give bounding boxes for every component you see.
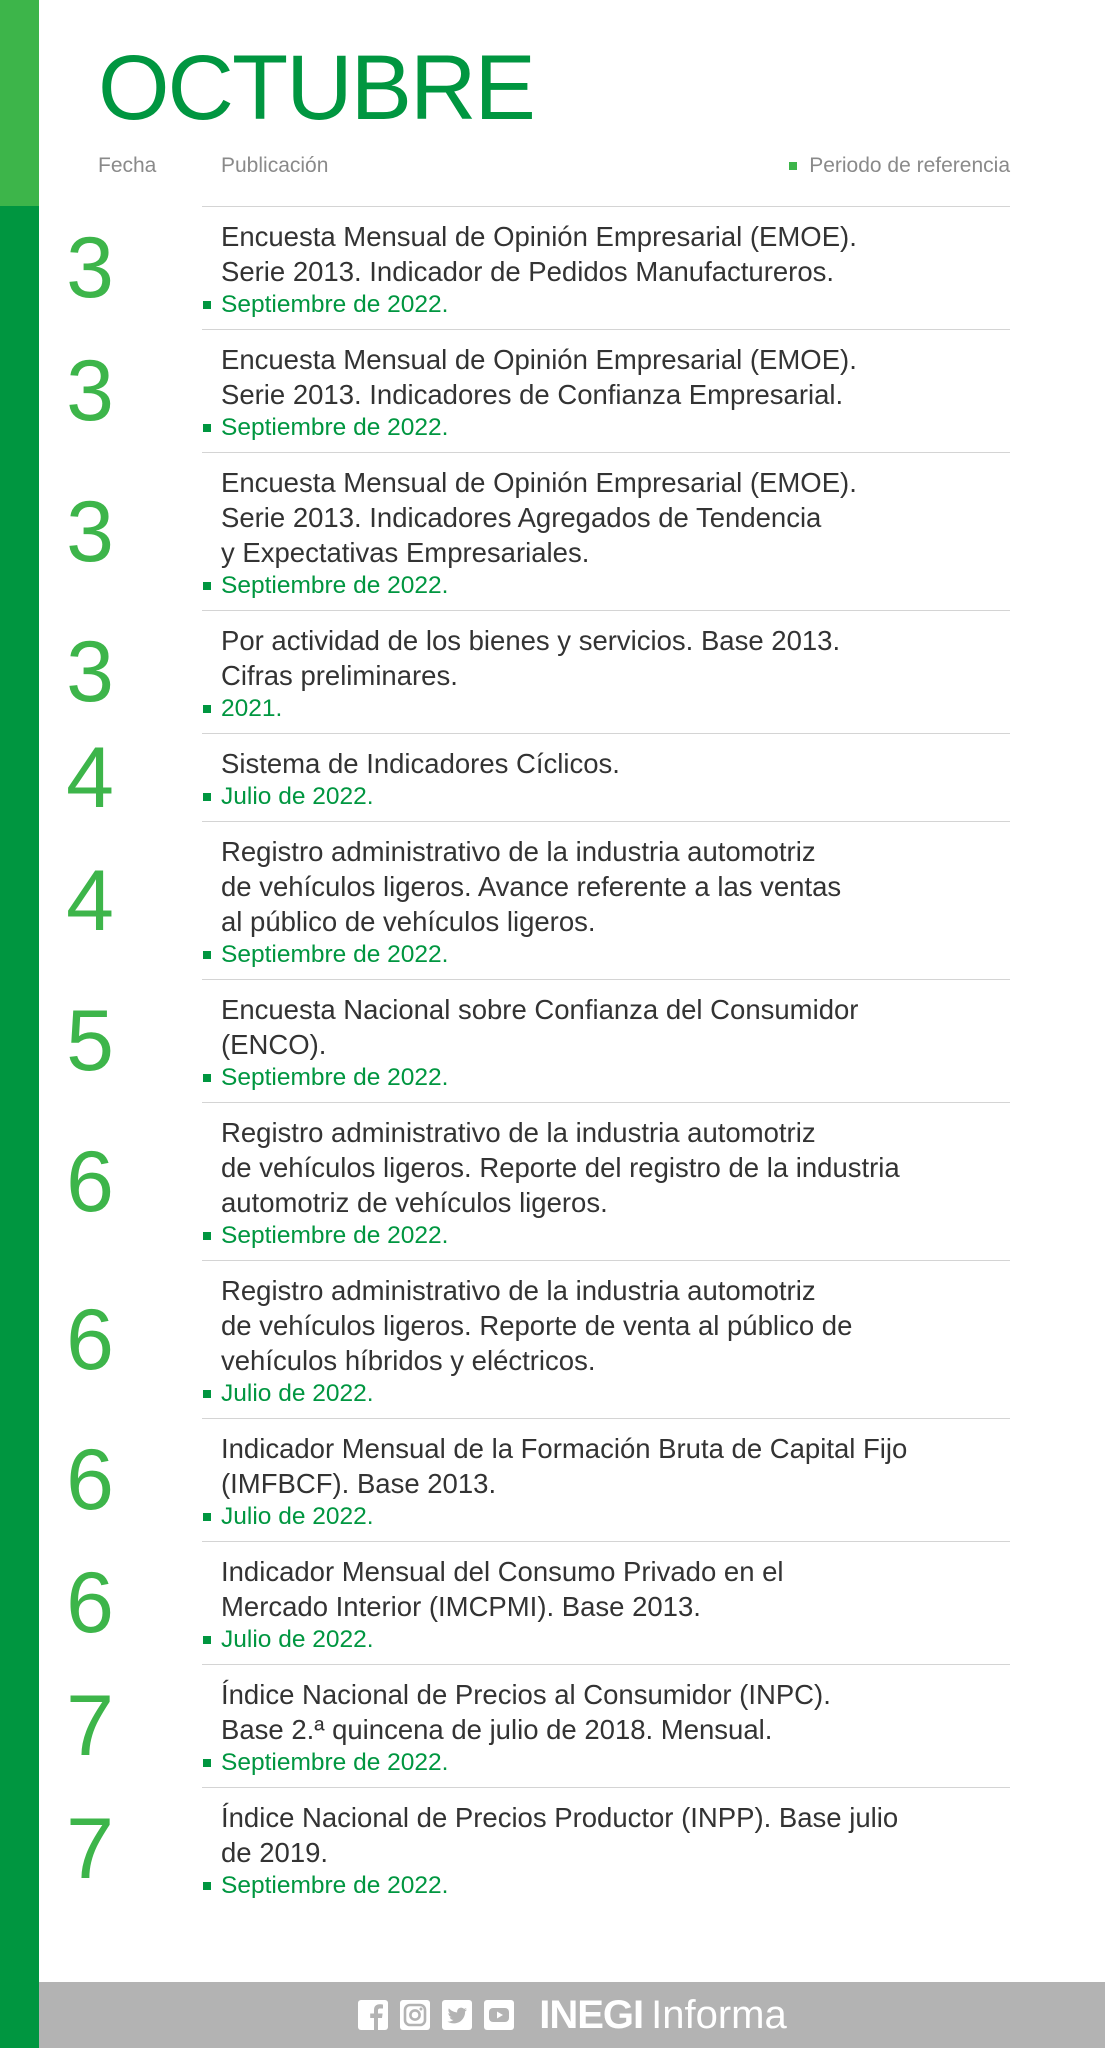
header-reference <box>789 152 1010 180</box>
square-bullet-icon <box>203 1074 211 1082</box>
entry-day: 6 <box>66 1432 114 1528</box>
list-item <box>66 1260 1010 1418</box>
entry-period <box>221 1062 1010 1094</box>
facebook-icon[interactable] <box>357 1999 389 2031</box>
entry-period <box>221 1624 1010 1656</box>
list-item <box>66 452 1010 610</box>
entry-period <box>221 781 1010 813</box>
entry-day: 4 <box>66 852 114 949</box>
instagram-icon[interactable] <box>399 1999 431 2031</box>
square-bullet-icon <box>203 705 211 713</box>
entry-period <box>221 289 1010 321</box>
footer-bar <box>39 1982 1105 2048</box>
publication-list <box>0 206 1105 1910</box>
entry-day: 6 <box>66 1133 114 1230</box>
list-item <box>66 821 1010 979</box>
list-item <box>66 729 1010 826</box>
list-item <box>66 1664 1010 1787</box>
entry-period <box>221 693 1010 725</box>
entry-period <box>221 1870 1010 1902</box>
entry-period-label: Julio de 2022. <box>221 1626 374 1653</box>
entry-title: Encuesta Mensual de Opinión Empresarial (EMOE). Serie 2013. Indicador de Pedidos Manufactureros. <box>221 221 857 287</box>
square-bullet-icon <box>203 1759 211 1767</box>
twitter-icon[interactable] <box>441 1999 473 2031</box>
entry-title: Indicador Mensual del Consumo Privado en el Mercado Interior (IMCPMI). Base 2013. <box>221 1556 784 1622</box>
entry-title: Por actividad de los bienes y servicios. Base 2013. Cifras preliminares. <box>221 625 841 691</box>
square-bullet-icon <box>203 301 211 309</box>
entry-title: Registro administrativo de la industria automotriz de vehículos ligeros. Reporte del registro de la industria automotriz de vehículos ligeros. <box>221 1117 900 1218</box>
entry-period <box>221 570 1010 602</box>
entry-period-label: Septiembre de 2022. <box>221 1064 449 1091</box>
entry-period-label: Julio de 2022. <box>221 1503 374 1530</box>
list-item <box>66 610 1010 733</box>
header-reference-label: Periodo de referencia <box>809 154 1010 177</box>
entry-period-label: Julio de 2022. <box>221 783 374 810</box>
list-item <box>66 1102 1010 1260</box>
entry-day: 3 <box>66 343 114 439</box>
entry-period-label: Septiembre de 2022. <box>221 1222 449 1249</box>
entry-day: 7 <box>66 1678 114 1774</box>
square-bullet-icon <box>203 1513 211 1521</box>
entry-title: Índice Nacional de Precios al Consumidor (INPC). Base 2.ª quincena de julio de 2018. Mensual. <box>221 1679 831 1745</box>
list-item <box>66 1787 1010 1910</box>
header-date: Fecha <box>98 154 157 177</box>
entry-period <box>221 1378 1010 1410</box>
brand-logo-light: Informa <box>651 1992 787 2037</box>
list-item <box>66 1541 1010 1664</box>
square-bullet-icon <box>203 424 211 432</box>
entry-day: 5 <box>66 993 114 1089</box>
entry-title: Encuesta Mensual de Opinión Empresarial (EMOE). Serie 2013. Indicadores de Confianza Empresarial. <box>221 344 857 410</box>
list-item <box>66 206 1010 329</box>
square-bullet-icon <box>203 1390 211 1398</box>
entry-day: 3 <box>66 220 114 316</box>
side-accent-bar-top <box>0 0 39 206</box>
entry-title: Sistema de Indicadores Cíclicos. <box>221 748 620 779</box>
list-item <box>66 1418 1010 1541</box>
entry-period-label: Septiembre de 2022. <box>221 1749 449 1776</box>
entry-day: 3 <box>66 624 114 720</box>
entry-title: Registro administrativo de la industria automotriz de vehículos ligeros. Reporte de venta al público de vehículos híbridos y eléctricos. <box>221 1275 853 1376</box>
entry-period-label: Septiembre de 2022. <box>221 414 449 441</box>
entry-day: 6 <box>66 1291 114 1388</box>
entry-day: 3 <box>66 483 114 580</box>
entry-period-label: Septiembre de 2022. <box>221 291 449 318</box>
brand-logo <box>539 1993 787 2038</box>
entry-title: Encuesta Mensual de Opinión Empresarial (EMOE). Serie 2013. Indicadores Agregados de Tendencia y Expectativas Empresariales. <box>221 467 857 568</box>
brand-logo-bold: INEGI <box>539 1992 644 2037</box>
entry-period-label: Septiembre de 2022. <box>221 941 449 968</box>
entry-title: Registro administrativo de la industria automotriz de vehículos ligeros. Avance referente a las ventas al público de vehículos ligeros. <box>221 836 842 937</box>
square-bullet-icon <box>203 793 211 801</box>
youtube-icon[interactable] <box>483 1999 515 2031</box>
entry-title: Índice Nacional de Precios Productor (INPP). Base julio de 2019. <box>221 1802 899 1868</box>
square-bullet-icon <box>203 582 211 590</box>
header-publication: Publicación <box>221 154 329 177</box>
entry-title: Indicador Mensual de la Formación Bruta de Capital Fijo (IMFBCF). Base 2013. <box>221 1433 908 1499</box>
list-item <box>66 329 1010 452</box>
entry-period <box>221 939 1010 971</box>
entry-day: 6 <box>66 1555 114 1651</box>
square-bullet-icon <box>203 1636 211 1644</box>
list-item <box>66 979 1010 1102</box>
square-bullet-icon <box>203 1882 211 1890</box>
entry-period <box>221 412 1010 444</box>
entry-period-label: Septiembre de 2022. <box>221 1872 449 1899</box>
entry-day: 4 <box>66 729 114 826</box>
entry-period <box>221 1501 1010 1533</box>
entry-title: Encuesta Nacional sobre Confianza del Consumidor (ENCO). <box>221 994 859 1060</box>
entry-period-label: Septiembre de 2022. <box>221 572 449 599</box>
square-bullet-icon <box>203 951 211 959</box>
entry-period-label: Julio de 2022. <box>221 1380 374 1407</box>
entry-period <box>221 1220 1010 1252</box>
entry-day: 7 <box>66 1801 114 1897</box>
month-title: OCTUBRE <box>98 37 534 139</box>
square-bullet-icon <box>789 162 797 170</box>
entry-period <box>221 1747 1010 1779</box>
entry-period-label: 2021. <box>221 695 283 722</box>
square-bullet-icon <box>203 1232 211 1240</box>
